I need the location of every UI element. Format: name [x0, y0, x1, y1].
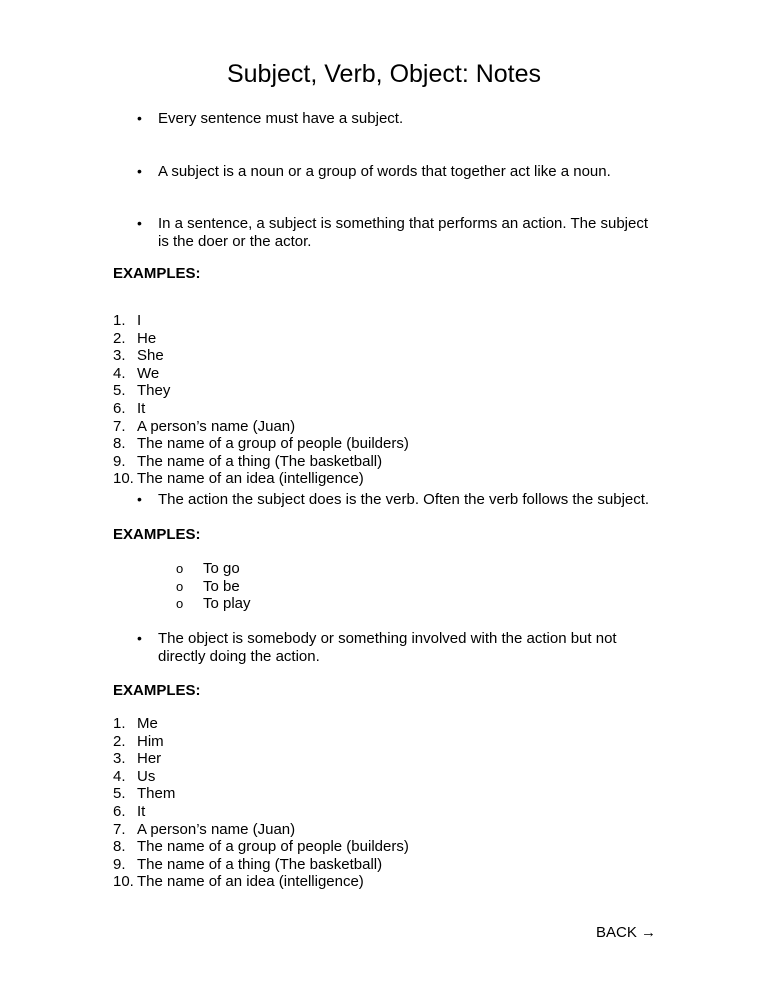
circle-bullet-icon: o [176, 596, 184, 612]
list-item-number: 7. [113, 417, 126, 435]
bullet-text: Every sentence must have a subject. [158, 110, 404, 127]
list-item-number: 4. [113, 767, 126, 785]
list-item-text: The name of a group of people (builders) [137, 435, 409, 453]
list-item-text: To go [203, 560, 240, 577]
list-item-text: The name of a thing (The basketball) [137, 452, 383, 470]
list-item-text: It [137, 399, 146, 417]
bullet-text: The object is somebody or something involved with the action but not directly doing the action. [158, 630, 617, 665]
examples-heading-objects: EXAMPLES: [113, 682, 201, 699]
bullet-text: A subject is a noun or a group of words that together act like a noun. [158, 163, 611, 180]
bullet-icon: • [137, 163, 142, 179]
bullet-text: In a sentence, a subject is something that performs an action. The subject is the doer or the actor. [158, 215, 648, 250]
list-item-number: 9. [113, 855, 126, 873]
list-item-number: 5. [113, 382, 126, 400]
list-item-number: 1. [113, 715, 126, 732]
list-item-number: 10. [113, 873, 134, 891]
list-item-number: 3. [113, 347, 126, 365]
list-item-text: To be [203, 577, 240, 595]
list-item-text: We [137, 364, 160, 382]
bullet-text: The action the subject does is the verb. Often the verb follows the subject. [158, 491, 650, 508]
list-item-number: 8. [113, 435, 126, 453]
circle-bullet-icon: o [176, 578, 184, 594]
list-item-text: She [137, 347, 164, 365]
list-item-text: The name of a group of people (builders) [137, 838, 409, 856]
list-item-text: Me [137, 715, 158, 732]
list-item-text: The name of a thing (The basketball) [137, 855, 383, 873]
list-item-number: 1. [113, 312, 126, 329]
page-title: Subject, Verb, Object: Notes [226, 60, 542, 88]
list-item-text: The name of an idea (intelligence) [137, 470, 364, 488]
list-item-text: I [137, 312, 142, 329]
list-item-number: 2. [113, 732, 126, 750]
arrow-right-icon: → [641, 924, 657, 941]
examples-heading-verbs: EXAMPLES: [113, 526, 201, 543]
bullet-icon: • [137, 630, 142, 646]
list-item-number: 6. [113, 802, 126, 820]
list-item-number: 5. [113, 785, 126, 803]
list-item-number: 8. [113, 838, 126, 856]
back-link-label: BACK [596, 924, 637, 941]
list-item-text: The name of an idea (intelligence) [137, 873, 364, 891]
list-item-number: 4. [113, 364, 126, 382]
list-item-number: 2. [113, 329, 126, 347]
list-item-number: 7. [113, 820, 126, 838]
bullet-icon: • [137, 215, 142, 231]
list-item-number: 10. [113, 470, 134, 488]
list-item-text: A person’s name (Juan) [137, 417, 296, 435]
list-item-text: Him [137, 732, 164, 750]
list-item-text: A person’s name (Juan) [137, 820, 296, 838]
list-item-text: He [137, 329, 157, 347]
bullet-icon: • [137, 110, 142, 126]
list-item-number: 6. [113, 399, 126, 417]
back-link[interactable] [596, 924, 656, 941]
circle-bullet-icon: o [176, 561, 184, 576]
list-item-text: Them [137, 785, 176, 803]
list-item-text: To play [203, 595, 251, 613]
list-item-text: Us [137, 767, 156, 785]
bullet-icon: • [137, 491, 142, 507]
list-item-number: 9. [113, 452, 126, 470]
list-item-number: 3. [113, 750, 126, 768]
examples-heading-subjects: EXAMPLES: [113, 265, 201, 282]
list-item-text: They [137, 382, 171, 400]
list-item-text: It [137, 802, 146, 820]
list-item-text: Her [137, 750, 162, 768]
